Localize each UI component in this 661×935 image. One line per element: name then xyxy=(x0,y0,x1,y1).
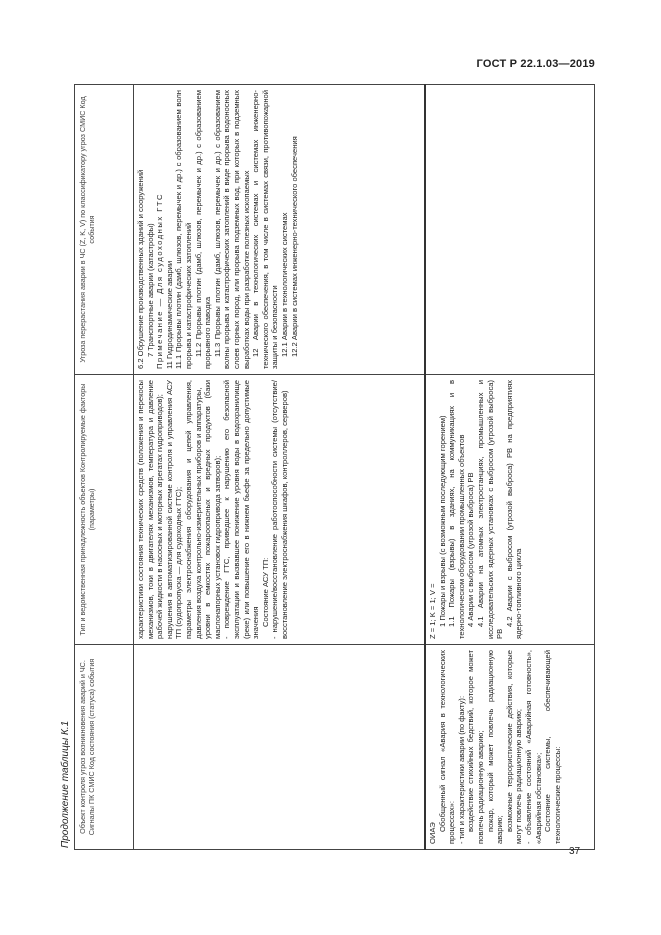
cell-paragraph: - объявление состояний «Аварийная готовность», «Аварийная обстановка»; xyxy=(523,650,543,844)
cell-paragraph: 11.3 Прорывы плотин (дамб, шлюзов, перемычек и др.) с образованием волны прорыва и катастрофических затоплений в виде прорыва водоносных слоев горных пород, или прорыва подземных вод, при которых в подземных выработках воды при разработке полезных ископаемых xyxy=(212,90,251,369)
table-cell-object xyxy=(134,645,426,850)
rotated-table-block xyxy=(58,85,592,850)
table-cell-object xyxy=(425,645,595,850)
cell-paragraph: - нарушение/восстановление работоспособности системы (отсутствие/восстановление электроснабжения шкафов, контроллеров, серверов) xyxy=(270,380,289,639)
table-cell-factors xyxy=(425,375,595,645)
cell-paragraph: 12 Аварии в технологических системах и системах инженерно-технического обеспечения, в том числе в системах связи, противопожарной защиты и безопасности xyxy=(251,90,280,369)
cell-paragraph: Z = 1; K = 1; V = xyxy=(428,583,437,639)
column-header-threat: Угроза перерастания аварии в ЧС (Z, K, V) по классификатору угроз СМИС Код события xyxy=(75,85,134,375)
cell-paragraph: 4 Аварии с выбросом (угрозой выброса) РВ xyxy=(466,472,476,627)
table-row xyxy=(134,85,426,850)
table-cell-threats xyxy=(425,85,595,375)
cell-paragraph: параметры электроснабжения оборудования и цепей управления, давления воздуха контрольно-измерительных приборов и аппаратуры, xyxy=(183,380,203,639)
cell-paragraph: - тип и характеристики аварии (по факту): xyxy=(456,695,466,844)
cell-paragraph: 11.1 Прорывы плотин (дамб, шлюзов, перемычек и др.) с образованием волн прорыва и катастрофических затоплений xyxy=(174,90,193,369)
cell-paragraph: 6.2 Обрушение производственных зданий и сооружений xyxy=(136,169,145,369)
cell-paragraph: - повреждение ГТС, приведшее к нарушению его безопасной эксплуатации и вызвавшее понижение уровня воды в водохранилище (реке) или повышение его в нижнем бьефе за предельно допустимые значения xyxy=(222,380,261,639)
column-header-type: Тип и ведомственная принадлежность объектов Контролируемые факторы (параметры) xyxy=(75,375,134,645)
cell-paragraph: воздействие стихийных бедствий, которое может повлечь радиационную аварию; xyxy=(466,650,485,844)
cell-paragraph: Состояние АСУ ТП: xyxy=(260,557,270,627)
table-caption: Продолжение таблицы К.1 xyxy=(60,720,71,848)
cell-paragraph: нарушения в автоматизированной системе контроля и управления АСУ ТП (судопропуска — для судоходных ГТС); xyxy=(164,380,184,639)
cell-paragraph: характеристики состояния технических средств (положения и перекосы механизмов, токи в двигателях механизмов, температура и давление рабочей жидкости в насосных и моторных агрегатах гидроприводов); xyxy=(136,380,165,639)
page-number: 37 xyxy=(569,846,581,857)
column-header-object: Объект контроля угроз возникновения аварий и ЧС. Сигналы ПК СМИС Код состояния (статуса) события xyxy=(75,645,134,850)
cell-paragraph: ОИАЭ xyxy=(428,822,437,844)
cell-paragraph: 11.2 Прорывы плотин (дамб, шлюзов, перемычек и др.) с образованием прорывного паводка xyxy=(193,90,213,369)
cell-paragraph: 7 Транспортные аварии (катастрофы) xyxy=(145,223,155,357)
document-header: ГОСТ Р 22.1.03—2019 xyxy=(476,58,595,70)
cell-paragraph: 11 Гидродинамические аварии xyxy=(164,260,174,369)
table-cell-factors xyxy=(134,375,426,645)
cell-paragraph: 12.1 Аварии в технологических системах xyxy=(279,212,289,357)
cell-paragraph: возможные террористические действия, которые могут повлечь радиационную аварию; xyxy=(504,650,524,844)
cell-paragraph: 12.2 Аварии в системах инженерно-технического обеспечения xyxy=(289,136,299,357)
table-cell-threats xyxy=(134,85,426,375)
table-header-row xyxy=(75,85,134,850)
cell-paragraph: 4.2 Аварии с выбросом (угрозой выброса) РВ на предприятиях ядерно-топливного цикла xyxy=(504,380,524,639)
cell-paragraph: 1 Пожары и взрывы (с возможным последующим горением) xyxy=(437,415,447,627)
cell-paragraph: Состояние системы, обеспечивающей технологические процессы: xyxy=(543,650,562,844)
cell-paragraph: 4.1 Аварии на атомных электростанциях, промышленных и исследовательских ядерных установках с выбросом (угрозой выброса) РВ xyxy=(475,380,505,639)
table-row xyxy=(425,85,595,850)
cell-note: Примечание — Для судоходных ГТС xyxy=(155,193,165,369)
cell-paragraph: пожар, который может повлечь радиационную аварию; xyxy=(485,650,505,844)
data-table xyxy=(74,84,595,850)
cell-paragraph: уровни в емкостях пожароопасных и вредных продуктов (баки маслонапорных установок гидропривода затворов); xyxy=(203,380,222,639)
cell-paragraph: 1.1 Пожары (взрывы) в зданиях, на коммуникациях и в технологическом оборудовании промышленных объектов xyxy=(447,380,466,639)
cell-paragraph: Обобщенный сигнал «Авария в технологических процессах»: xyxy=(437,650,457,844)
